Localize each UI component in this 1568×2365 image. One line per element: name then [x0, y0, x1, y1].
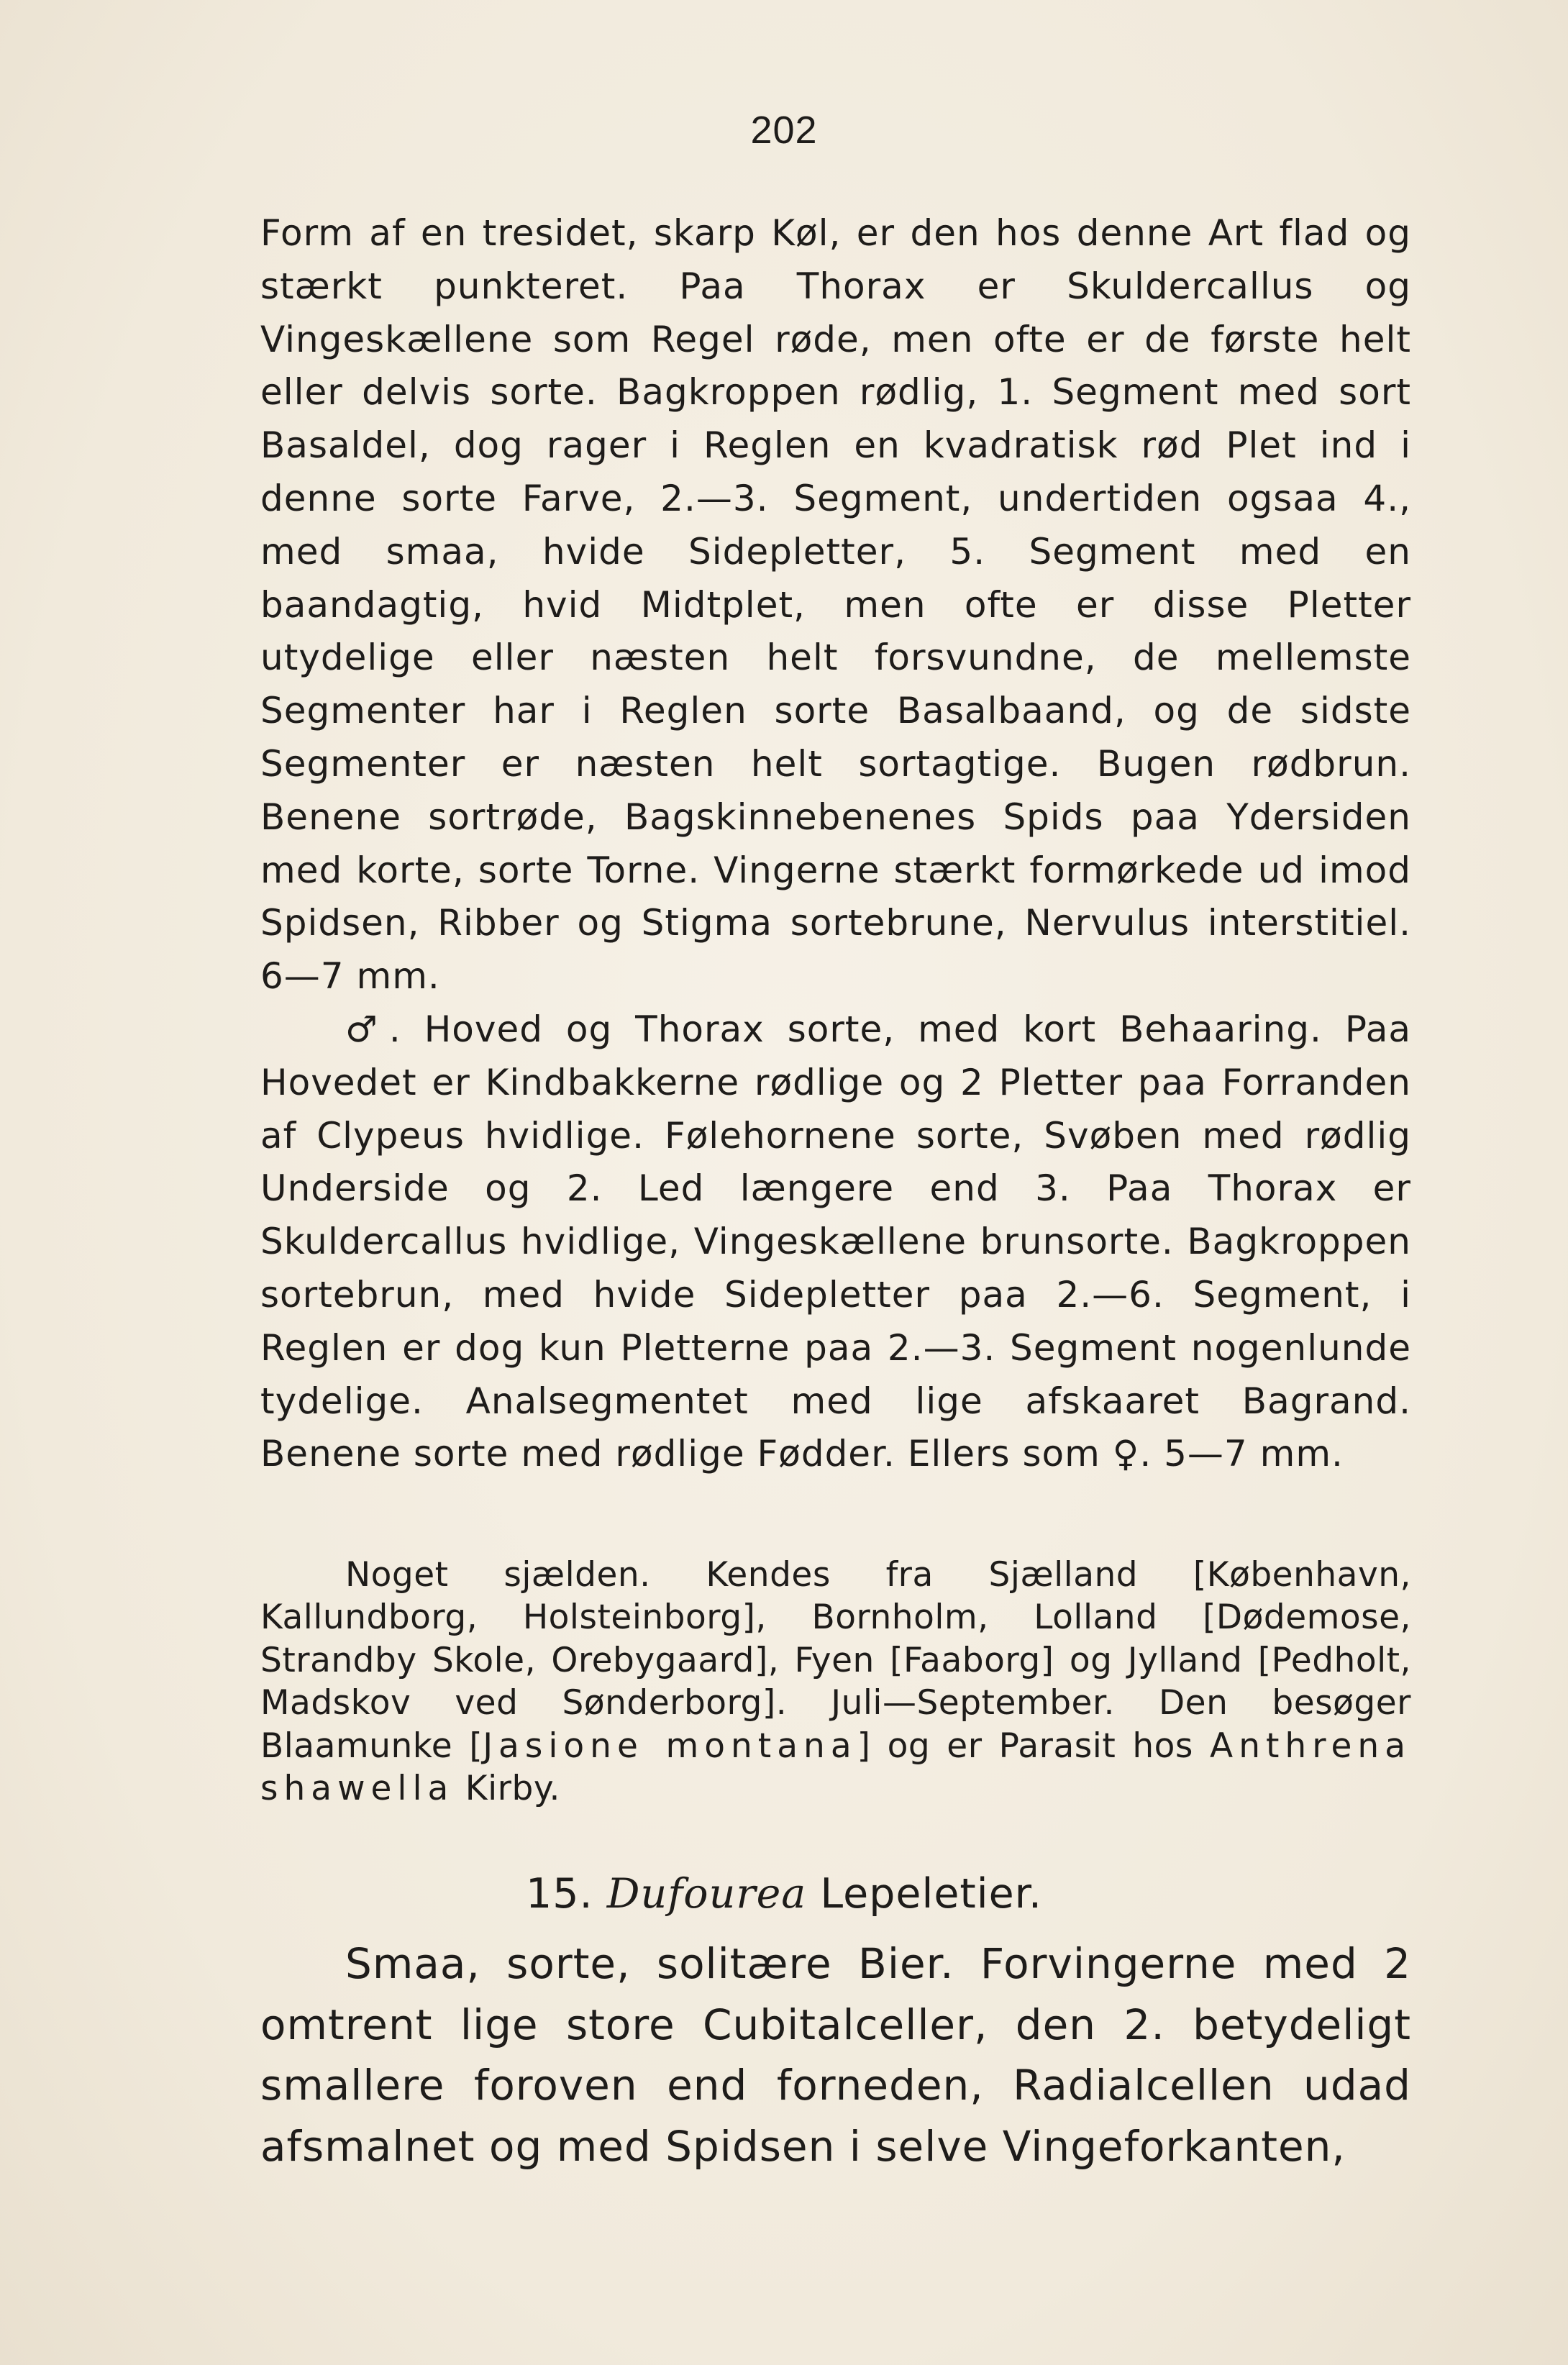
genus-intro-paragraph: Smaa, sorte, solitære Bier. Forvingerne med 2 omtrent lige store Cubitalceller, den 2. betydeligt smallere foroven end forneden, Radialcellen udad afsmalnet og med Spidsen i selve Vingeforkanten, [260, 1939, 1411, 2171]
distribution-note [260, 1554, 1411, 1810]
host-species-author: Kirby. [454, 1769, 560, 1809]
female-description-paragraph: Form af en tresidet, skarp Køl, er den hos denne Art flad og stærkt punkteret. Paa Thorax er Skuldercallus og Vingeskællene som Regel røde, men ofte er de første helt eller delvis sorte. Bagkroppen rødlig, 1. Segment med sort Basaldel, dog rager i Reglen en kvadratisk rød Plet ind i denne sorte Farve, 2.—3. Segment, undertiden ogsaa 4., med smaa, hvide Sidepletter, 5. Segment med en baandagtig, hvid Midtplet, men ofte er disse Pletter utydelige eller næsten helt forsvundne, de mellemste Segmenter har i Reglen sorte Basalbaand, og de sidste Segmenter er næsten helt sortagtige. Bugen rødbrun. Benene sortrøde, Bagskinnebenenes Spids paa Ydersiden med korte, sorte Torne. Vingerne stærkt formørkede ud imod Spidsen, Ribber og Stigma sortebrune, Nervulus interstitiel. 6—7 mm. [260, 212, 1411, 998]
male-description-paragraph: ♂. Hoved og Thorax sorte, med kort Behaaring. Paa Hovedet er Kindbakkerne rødlige og 2 Pletter paa Forranden af Clypeus hvidlige. Følehornene sorte, Svøben med rødlig Underside og 2. Led længere end 3. Paa Thorax er Skuldercallus hvidlige, Vingeskællene brunsorte. Bagkroppen sortebrun, med hvide Sidepletter paa 2.—6. Segment, i Reglen er dog kun Pletterne paa 2.—3. Segment nogenlunde tydelige. Analsegmentet med lige afskaaret Bagrand. Benene sorte med rødlige Fødder. Ellers som ♀. 5—7 mm. [260, 1008, 1411, 1475]
genus-introduction [260, 1933, 1411, 2177]
distribution-paragraph [260, 1554, 1411, 1810]
species-description [260, 207, 1411, 1481]
flower-name: Jasione montana [483, 1726, 857, 1766]
genus-heading [0, 1870, 1568, 1918]
genus-name: Dufourea [606, 1870, 807, 1918]
genus-number: 15. [526, 1870, 593, 1918]
page-number: 202 [750, 109, 818, 152]
distribution-text-continued: ] og er Parasit hos [857, 1726, 1211, 1766]
distribution-text: Noget sjælden. Kendes fra Sjælland [København, Kallundborg, Holsteinborg], Bornholm, Lolland [Dødemose, Strandby Skole, Orebygaard], Fyen [Faaborg] og Jylland [Pedholt, Madskov ved Sønderborg]. Juli—September. Den besøger Blaamunke [ [260, 1555, 1411, 1766]
host-species-name: Anthrena shawella [260, 1726, 1411, 1809]
genus-author: Lepeletier. [820, 1870, 1042, 1918]
